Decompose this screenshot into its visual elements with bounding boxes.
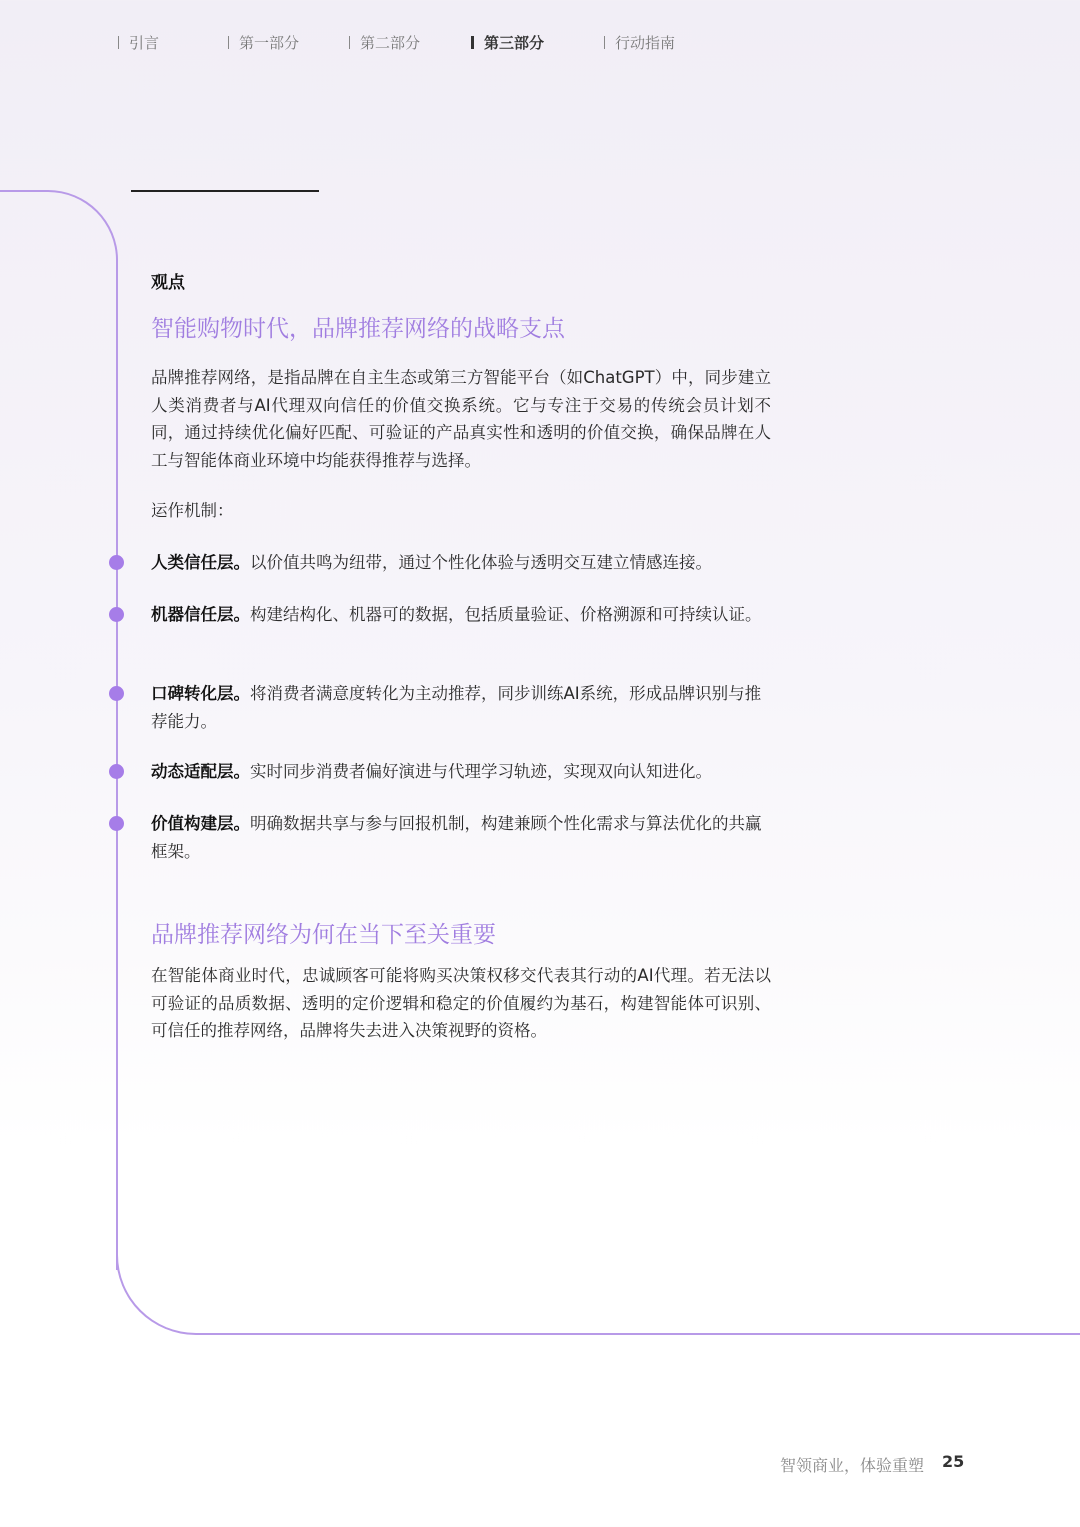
bullet-term: 动态适配层。 bbox=[151, 762, 250, 781]
page-number: 25 bbox=[942, 1452, 965, 1471]
section-heading: 智能购物时代，品牌推荐网络的战略支点 bbox=[151, 316, 565, 342]
nav-separator bbox=[228, 36, 229, 49]
nav-separator bbox=[604, 36, 605, 49]
list-item bbox=[151, 758, 771, 786]
nav-item-label: 行动指南 bbox=[615, 34, 676, 52]
nav-separator bbox=[471, 36, 474, 49]
nav-item-label: 第一部分 bbox=[239, 34, 300, 52]
bullet-term: 价值构建层。 bbox=[151, 814, 250, 833]
nav-separator bbox=[349, 36, 350, 49]
bullet-term: 人类信任层。 bbox=[151, 553, 250, 572]
nav-item-label: 引言 bbox=[129, 34, 160, 52]
nav-item-part2[interactable] bbox=[349, 32, 420, 53]
intro-paragraph: 品牌推荐网络，是指品牌在自主生态或第三方智能平台（如ChatGPT）中，同步建立人类消费者与AI代理双向信任的价值交换系统。它与专注于交易的传统会员计划不同，通过持续优化偏好匹配、可验证的产品真实性和透明的价值交换，确保品牌在人工与智能体商业环境中均能获得推荐与选择。 bbox=[151, 368, 771, 470]
nav-item-intro[interactable] bbox=[118, 32, 159, 53]
frame-corner-top bbox=[0, 190, 118, 290]
mechanism-label: 运作机制： bbox=[151, 501, 234, 520]
bullet-text: 实时同步消费者偏好演进与代理学习轨迹，实现双向认知进化。 bbox=[250, 762, 712, 781]
nav-item-part1[interactable] bbox=[228, 32, 299, 53]
bullet-text: 以价值共鸣为纽带，通过个性化体验与透明交互建立情感连接。 bbox=[250, 553, 712, 572]
nav-item-label: 第二部分 bbox=[360, 34, 421, 52]
bullet-dot bbox=[109, 686, 124, 701]
frame-corner-bottom bbox=[116, 1255, 1080, 1335]
bullet-term: 口碑转化层。 bbox=[151, 684, 250, 703]
closing-paragraph: 在智能体商业时代，忠诚顾客可能将购买决策权移交代表其行动的AI代理。若无法以可验证的品质数据、透明的定价逻辑和稳定的价值履约为基石，构建智能体可识别、可信任的推荐网络，品牌将失去进入决策视野的资格。 bbox=[151, 966, 771, 1040]
nav-item-action-guide[interactable] bbox=[604, 32, 675, 53]
list-item bbox=[151, 601, 771, 629]
subsection-heading: 品牌推荐网络为何在当下至关重要 bbox=[151, 922, 496, 948]
list-item bbox=[151, 810, 771, 865]
list-item bbox=[151, 549, 771, 577]
bullet-dot bbox=[109, 607, 124, 622]
section-label: 观点 bbox=[151, 273, 185, 293]
section-rule bbox=[131, 190, 319, 192]
nav-separator bbox=[118, 36, 119, 49]
top-navigation bbox=[0, 32, 1080, 56]
nav-item-label: 第三部分 bbox=[484, 34, 545, 52]
nav-item-part3[interactable] bbox=[471, 32, 544, 53]
bullet-text: 将消费者满意度转化为主动推荐，同步训练AI系统，形成品牌识别与推荐能力。 bbox=[151, 684, 762, 731]
footer-title: 智领商业，体验重塑 bbox=[779, 1456, 924, 1475]
bullet-dot bbox=[109, 764, 124, 779]
bullet-text: 构建结构化、机器可的数据，包括质量验证、价格溯源和可持续认证。 bbox=[250, 605, 762, 624]
bullet-text: 明确数据共享与参与回报机制，构建兼顾个性化需求与算法优化的共赢框架。 bbox=[151, 814, 762, 861]
bullet-term: 机器信任层。 bbox=[151, 605, 250, 624]
bullet-dot bbox=[109, 555, 124, 570]
list-item bbox=[151, 680, 771, 735]
bullet-dot bbox=[109, 816, 124, 831]
